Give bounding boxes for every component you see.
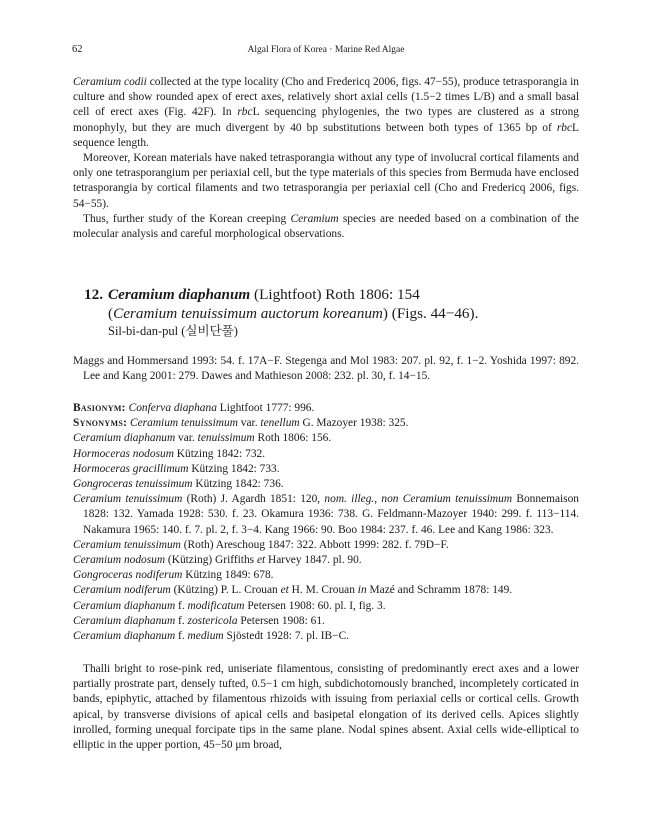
synonym-line: Ceramium nodosum (Kützing) Griffiths et Harvey 1847. pl. 90. <box>73 554 362 567</box>
synonym-line: Hormoceras nodosum Kützing 1842: 732. <box>73 447 266 460</box>
intro-paragraph-3: Thus, further study of the Korean creeping Ceramium species are needed based on a combination of the molecular analysis and careful morphological observations. <box>73 212 579 241</box>
synonym-line: Ceramium nodiferum (Kützing) P. L. Crouan et H. M. Crouan in Mazé and Schramm 1878: 149. <box>73 584 513 597</box>
intro-section <box>73 75 579 242</box>
synonym-line: Synonyms: Ceramium tenuissimum var. tenellum G. Mazoyer 1938: 325. <box>73 417 409 430</box>
description-section <box>73 662 579 753</box>
species-alt-name: (Ceramium tenuissimum auctorum koreanum) (Figs. 44−46). <box>108 305 479 322</box>
synonym-line: Ceramium tenuissimum (Roth) Areschoug 1847: 322. Abbott 1999: 282. f. 79D−F. <box>73 538 449 551</box>
basionym-line: Basionym: Conferva diaphana Lightfoot 1777: 996. <box>73 402 315 414</box>
references-block <box>73 354 579 384</box>
intro-paragraph-1: Ceramium codii collected at the type locality (Cho and Fredericq 2006, figs. 47−55), produce tetrasporangia in culture and show rounded apex of erect axes, relatively short axial cells (1.5−2 times L/B) and a small basal cell of erect axes (Fig. 42F). In rbcL sequencing phylogenies, the two types are clustered as a strong monophyly, but they are much divergent by 40 bp substitutions between both types of 1365 bp of rbcL sequence length. <box>73 76 580 149</box>
references-text: Maggs and Hommersand 1993: 54. f. 17A−F. Stegenga and Mol 1983: 207. pl. 92, f. 1−2. Yoshida 1997: 892. Lee and Kang 2001: 279. Dawes and Mathieson 2008: 232. pl. 30, f. 14−15. <box>73 355 579 383</box>
page-number: 62 <box>72 44 83 55</box>
synonymy-block <box>73 401 579 644</box>
species-authority: (Lightfoot) Roth 1806: 154 <box>250 286 420 303</box>
description-paragraph: Thalli bright to rose-pink red, uniseriate filamentous, consisting of predominantly erect axes and a lower partially prostrate part, densely tufted, 0.5−1 cm high, subdichotomously branched, incompletely corticated in bands, epiphytic, attached by filamentous rhizoids with issuing from periaxial cells or cortical cells. Growth apical, by transverse divisions of apical cells and basipetal elongation of its derived cells. Apices slightly inrolled, forming unequal forcipate tips in the same plane. Nodal spines absent. Axial cells wide-elliptical to elliptic in the upper portion, 45−50 μm broad, <box>73 663 579 752</box>
running-title: Algal Flora of Korea · Marine Red Algae <box>247 45 405 55</box>
korean-name: Sil-bi-dan-pul (실비단풀) <box>108 324 238 338</box>
synonym-line: Gongroceras nodiferum Kützing 1849: 678. <box>73 569 274 582</box>
synonym-line: Hormoceras gracillimum Kützing 1842: 733. <box>73 462 280 475</box>
species-number: 12. <box>84 286 103 303</box>
synonym-line: Gongroceras tenuissimum Kützing 1842: 736. <box>73 478 284 491</box>
synonym-line: Ceramium diaphanum f. medium Sjöstedt 1928: 7. pl. IB−C. <box>73 630 350 643</box>
species-heading <box>84 285 478 340</box>
intro-paragraph-2: Moreover, Korean materials have naked tetrasporangia without any type of involucral cortical filaments and only one tetrasporangium per periaxial cell, but the type materials of this species from Bermuda have enclosed tetrasporangia by cortical filaments and two tetrasporangia per periaxial cell (Cho and Fredericq 2006, figs. 54−55). <box>73 152 579 210</box>
synonym-line: Ceramium tenuissimum (Roth) J. Agardh 1851: 120, nom. illeg., non Ceramium tenuissimum Bonnemaison 1828: 132. Yamada 1928: 530. f. 23. Okamura 1936: 738. G. Feldmann-Mazoyer 1940: 299. f. 113−114. Nakamura 1965: 140. f. 7. pl. 2, f. 3−4. Kang 1966: 90. Boo 1984: 237. f. 46. Lee and Kang 1986: 323. <box>73 493 579 536</box>
species-name: Ceramium diaphanum <box>108 286 251 303</box>
synonym-line: Ceramium diaphanum f. modificatum Petersen 1908: 60. pl. I, fig. 3. <box>73 599 386 612</box>
synonym-line: Ceramium diaphanum f. zostericola Petersen 1908: 61. <box>73 614 325 627</box>
synonym-line: Ceramium diaphanum var. tenuissimum Roth 1806: 156. <box>73 432 332 445</box>
